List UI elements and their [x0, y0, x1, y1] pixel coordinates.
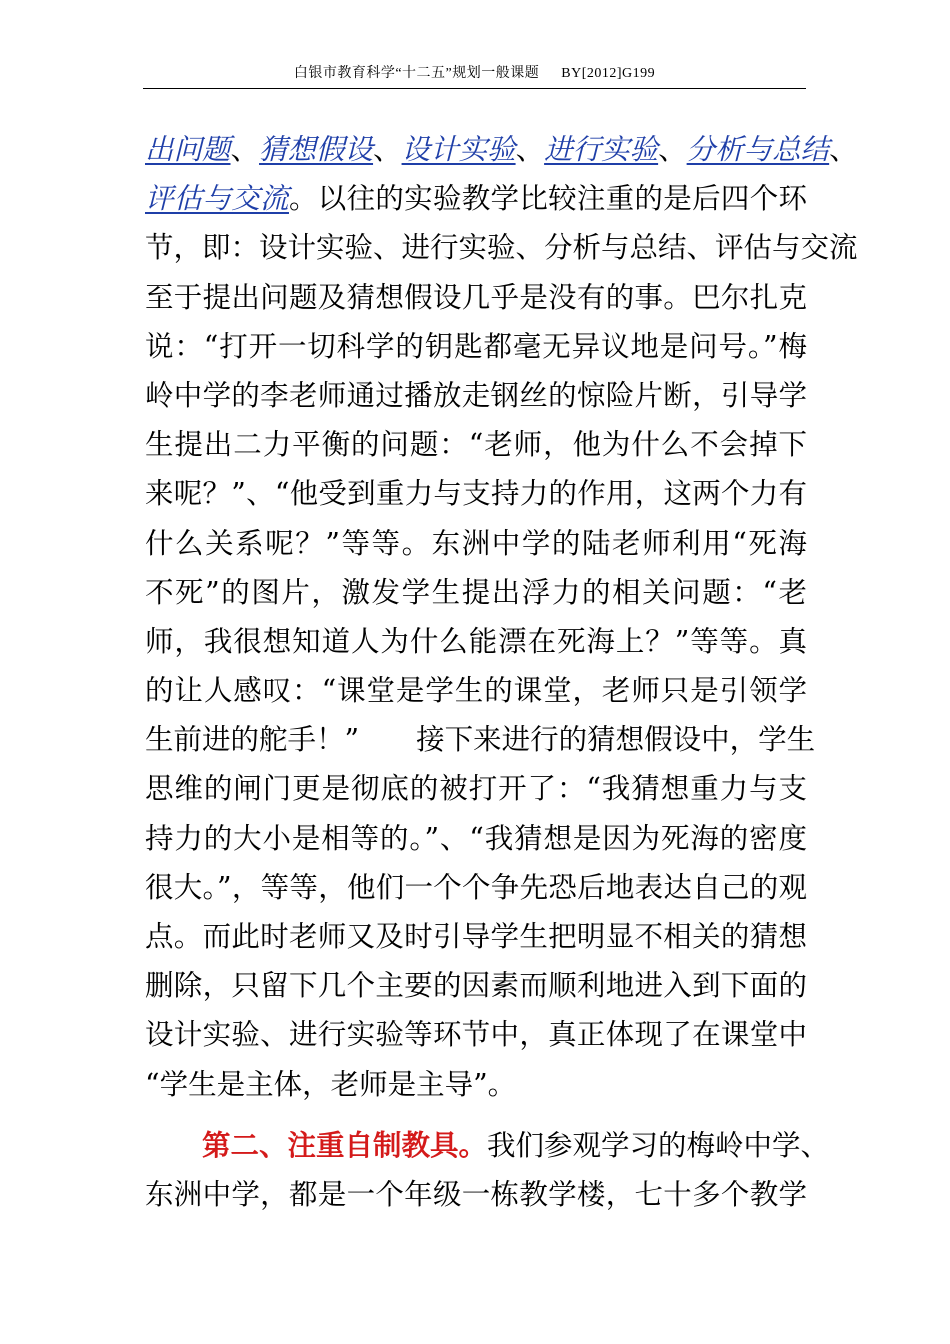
- text-line: 说：“打开一切科学的钥匙都毫无异议地是问号。”梅: [145, 329, 807, 363]
- text-line-last: “学生是主体，老师是主导”。: [145, 1067, 517, 1101]
- separator: 、: [829, 133, 858, 166]
- text-line: 很大。”，等等，他们一个个争先恐后地表达自己的观: [145, 870, 807, 904]
- separator: 、: [515, 133, 545, 166]
- text-line: 的让人感叹：“课堂是学生的课堂，老师只是引领学: [145, 674, 807, 708]
- link-propose-question[interactable]: 出问题: [145, 133, 231, 166]
- line-text: 我们参观学习的梅岭中学、: [487, 1128, 830, 1162]
- line-text: 。以往的实验教学比较注重的是后四个环: [288, 182, 807, 216]
- document-body: [145, 125, 858, 1219]
- link-conduct-experiment[interactable]: 进行实验: [544, 133, 659, 166]
- paragraph-2-line-2: 东洲中学，都是一个年级一栋教学楼，七十多个教学: [145, 1177, 807, 1211]
- separator: 、: [658, 133, 687, 166]
- header-code: BY[2012]G199: [561, 66, 656, 81]
- separator: 、: [230, 133, 260, 166]
- text-line: 节，即：设计实验、进行实验、分析与总结、评估与交流: [145, 231, 858, 265]
- text-line: 设计实验、进行实验等环节中，真正体现了在课堂中: [145, 1018, 807, 1052]
- paragraph-2-line-1: [145, 1121, 830, 1170]
- text-line-1: [145, 125, 858, 174]
- header-title: 白银市教育科学“十二五”规划一般课题: [293, 66, 540, 81]
- separator: 、: [373, 133, 402, 166]
- section-heading: 第二、注重自制教具。: [202, 1127, 488, 1162]
- page-header: [143, 62, 806, 89]
- text-line: 思维的闸门更是彻底的被打开了：“我猜想重力与支: [145, 772, 807, 806]
- text-line: 不死”的图片，激发学生提出浮力的相关问题：“老: [145, 575, 807, 609]
- text-line: 来呢？”、“他受到重力与支持力的作用，这两个力有: [145, 477, 807, 511]
- text-line: 点。而此时老师又及时引导学生把明显不相关的猜想: [145, 920, 807, 953]
- text-line: 至于提出问题及猜想假设几乎是没有的事。巴尔扎克: [145, 280, 807, 314]
- link-analysis-summary[interactable]: 分析与总结: [686, 133, 830, 166]
- text-line: 生提出二力平衡的问题：“老师，他为什么不会掉下: [145, 428, 807, 462]
- link-design-experiment[interactable]: 设计实验: [401, 133, 516, 166]
- text-line: 持力的大小是相等的。”、“我猜想是因为死海的密度: [145, 821, 807, 855]
- link-evaluation-exchange[interactable]: 评估与交流: [145, 182, 289, 216]
- text-line: 什么关系呢？”等等。东洲中学的陆老师利用“死海: [145, 526, 807, 560]
- text-line: 岭中学的李老师通过播放走钢丝的惊险片断，引导学: [145, 378, 807, 412]
- text-line: 生前进的舵手！” 接下来进行的猜想假设中，学生: [145, 723, 816, 757]
- text-line-2: [145, 174, 807, 223]
- link-hypothesis[interactable]: 猜想假设: [259, 133, 374, 166]
- text-line: 师，我很想知道人为什么能漂在死海上？”等等。真: [145, 624, 807, 658]
- text-line: 删除，只留下几个主要的因素而顺利地进入到下面的: [145, 969, 807, 1003]
